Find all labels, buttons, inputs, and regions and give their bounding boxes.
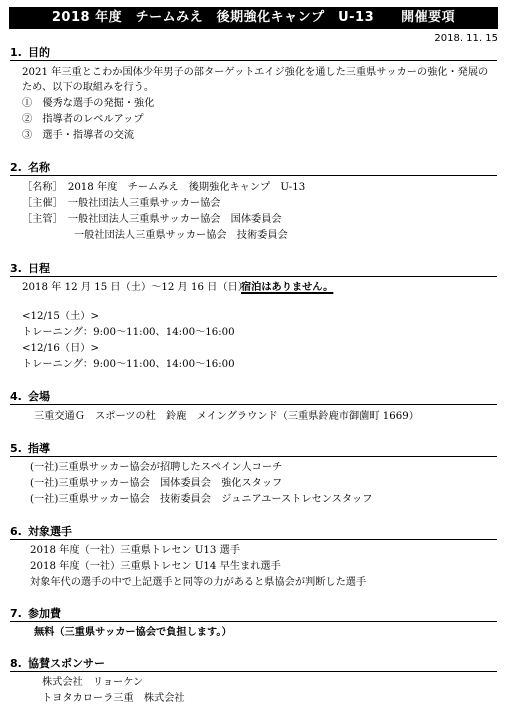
management-line: ［主管］ 一般社団法人三重県サッカー協会 国体委員会 xyxy=(22,214,282,225)
section-title: 日程 xyxy=(28,262,50,275)
target-player-line: 2018 年度（一社）三重県トレセン U14 早生まれ選手 xyxy=(30,561,281,572)
coaching-line: (一社)三重県サッカー協会が招聘したスペイン人コーチ xyxy=(30,462,283,473)
purpose-item: ③ 選手・指導者の交流 xyxy=(22,130,135,141)
section-heading-target-players xyxy=(10,525,497,540)
section-number: 6. xyxy=(10,525,22,538)
section-number: 1. xyxy=(10,46,22,59)
section-title: 会場 xyxy=(28,390,50,403)
section-heading-coaching xyxy=(10,442,497,457)
schedule-training: トレーニング：9:00～11:00、14:00～16:00 xyxy=(22,327,235,338)
section-title: 参加費 xyxy=(28,607,61,620)
section-heading-venue xyxy=(10,390,497,405)
fee-line: 無料（三重県サッカー協会で負担します。） xyxy=(34,627,232,638)
section-title: 名称 xyxy=(28,161,50,174)
section-number: 2. xyxy=(10,161,22,174)
organizer-line: ［主催］ 一般社団法人三重県サッカー協会 xyxy=(22,198,221,209)
issue-date: 2018. 11. 15 xyxy=(434,33,498,44)
purpose-line: 2021 年三重とこわか国体少年男子の部ターゲットエイジ強化を通した三重県サッカーの強化・発展の xyxy=(22,67,489,78)
section-number: 3. xyxy=(10,262,22,275)
sponsor-item: トヨタカローラ三重 株式会社 xyxy=(42,693,185,704)
section-heading-name xyxy=(10,161,497,176)
management-line: 一般社団法人三重県サッカー協会 技術委員会 xyxy=(74,230,288,241)
purpose-item: ① 優秀な選手の発掘・強化 xyxy=(22,98,155,109)
schedule-day: <12/15（土）> xyxy=(22,311,99,322)
document-title: 2018 年度 チームみえ 後期強化キャンプ U-13 開催要項 xyxy=(9,7,498,29)
name-line: ［名称］ 2018 年度 チームみえ 後期強化キャンプ U-13 xyxy=(22,182,306,193)
sponsor-item: 株式会社 リョーケン xyxy=(42,677,144,688)
section-heading-schedule xyxy=(10,262,497,277)
section-title: 対象選手 xyxy=(28,525,72,538)
venue-line: 三重交通Ｇ スポーツの杜 鈴鹿 メイングラウンド（三重県鈴鹿市御薗町 1669） xyxy=(34,411,419,422)
section-heading-fee xyxy=(10,607,497,622)
target-player-line: 2018 年度（一社）三重県トレセン U13 選手 xyxy=(30,545,241,556)
coaching-line: (一社)三重県サッカー協会 国体委員会 強化スタッフ xyxy=(30,478,283,489)
schedule-training: トレーニング：9:00～11:00、14:00～16:00 xyxy=(22,359,235,370)
schedule-dates: 2018 年 12 月 15 日（土）～12 月 16 日（日） xyxy=(22,282,248,293)
section-number: 5. xyxy=(10,442,22,455)
section-heading-purpose xyxy=(10,46,497,61)
schedule-day: <12/16（日）> xyxy=(22,343,99,354)
section-title: 目的 xyxy=(28,46,50,59)
target-player-line: 対象年代の選手の中で上記選手と同等の力があると県協会が判断した選手 xyxy=(30,577,367,588)
section-title: 指導 xyxy=(28,442,50,455)
section-title: 協賛スポンサー xyxy=(28,657,105,670)
no-lodging-notice: 宿泊はありません。 xyxy=(241,282,334,293)
section-heading-sponsors xyxy=(10,657,497,672)
coaching-line: (一社)三重県サッカー協会 技術委員会 ジュニアユーストレセンスタッフ xyxy=(30,494,373,505)
purpose-line: ため、以下の取組みを行う。 xyxy=(22,82,155,93)
section-number: 7. xyxy=(10,607,22,620)
section-number: 4. xyxy=(10,390,22,403)
section-number: 8. xyxy=(10,657,22,670)
purpose-item: ② 指導者のレベルアップ xyxy=(22,114,144,125)
